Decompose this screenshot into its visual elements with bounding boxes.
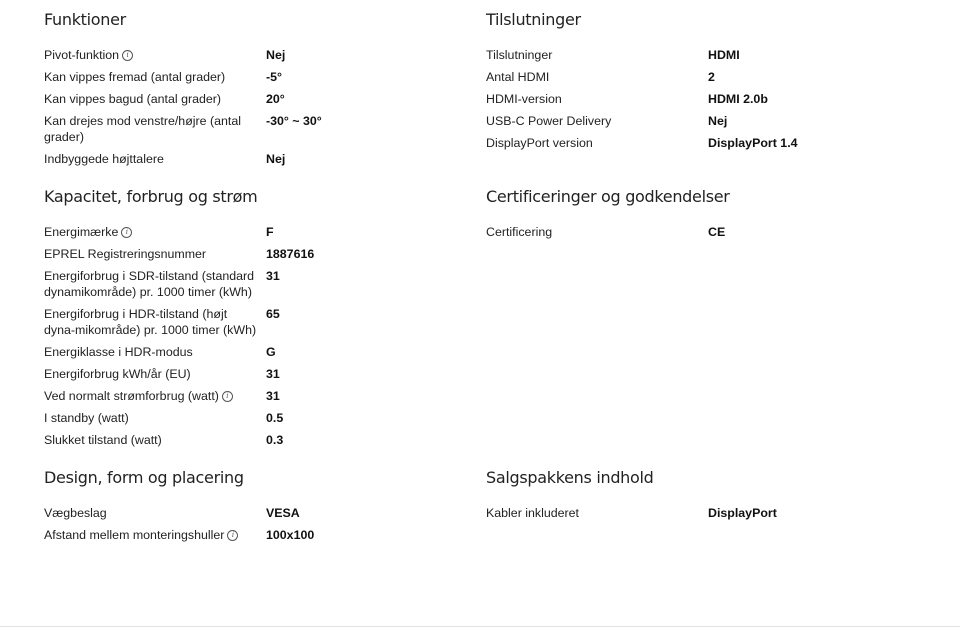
spec-list xyxy=(44,502,444,546)
spec-list xyxy=(44,221,444,451)
section-title: Salgspakkens indhold xyxy=(486,468,654,487)
spec-label xyxy=(44,246,266,262)
spec-label xyxy=(486,69,708,85)
spec-label xyxy=(486,135,708,151)
spec-value: CE xyxy=(708,225,726,239)
spec-list xyxy=(486,221,886,243)
spec-value: 1887616 xyxy=(266,247,315,261)
spec-label xyxy=(44,344,266,360)
spec-row xyxy=(44,524,444,546)
spec-label-text: Kan drejes mod venstre/højre (antal grader) xyxy=(44,114,241,144)
spec-value: 31 xyxy=(266,389,280,403)
spec-value: 31 xyxy=(266,269,280,283)
spec-label xyxy=(44,366,266,382)
spec-row xyxy=(44,341,444,363)
spec-label xyxy=(44,151,266,167)
spec-row xyxy=(44,110,444,148)
spec-label-text: I standby (watt) xyxy=(44,411,129,425)
spec-row xyxy=(486,110,886,132)
spec-label xyxy=(44,69,266,85)
info-icon[interactable]: i xyxy=(122,50,133,61)
spec-value: G xyxy=(266,345,276,359)
spec-value: Nej xyxy=(708,114,728,128)
spec-value: Nej xyxy=(266,152,286,166)
spec-value: 2 xyxy=(708,70,715,84)
spec-label-text: Certificering xyxy=(486,225,553,239)
spec-label-text: Afstand mellem monteringshuller xyxy=(44,528,225,542)
spec-label-text: Indbyggede højttalere xyxy=(44,152,164,166)
spec-row xyxy=(44,44,444,66)
spec-label-text: Energiforbrug kWh/år (EU) xyxy=(44,367,191,381)
spec-value: F xyxy=(266,225,274,239)
spec-row xyxy=(44,221,444,243)
section-title: Kapacitet, forbrug og strøm xyxy=(44,187,258,206)
spec-label-text: HDMI-version xyxy=(486,92,562,106)
spec-value: Nej xyxy=(266,48,286,62)
spec-row xyxy=(44,148,444,170)
section-funktioner xyxy=(44,8,444,170)
spec-label xyxy=(44,224,266,240)
spec-value: DisplayPort xyxy=(708,506,777,520)
spec-label xyxy=(44,306,266,338)
section-kapacitet xyxy=(44,185,444,451)
spec-label xyxy=(486,505,708,521)
spec-label-text: Vægbeslag xyxy=(44,506,107,520)
spec-list xyxy=(44,44,444,170)
spec-row xyxy=(44,265,444,303)
spec-value: 31 xyxy=(266,367,280,381)
spec-row xyxy=(44,303,444,341)
spec-label-text: DisplayPort version xyxy=(486,136,593,150)
spec-value: 0.3 xyxy=(266,433,284,447)
section-title: Design, form og placering xyxy=(44,468,244,487)
spec-label xyxy=(44,432,266,448)
spec-row xyxy=(44,502,444,524)
spec-value: 0.5 xyxy=(266,411,284,425)
spec-label-text: EPREL Registreringsnummer xyxy=(44,247,207,261)
spec-label-text: Energiklasse i HDR-modus xyxy=(44,345,193,359)
spec-label-text: Energimærke xyxy=(44,225,119,239)
spec-label xyxy=(44,113,266,145)
spec-value: -30° ~ 30° xyxy=(266,114,322,128)
spec-value: VESA xyxy=(266,506,300,520)
spec-row xyxy=(44,243,444,265)
spec-row xyxy=(44,363,444,385)
spec-list xyxy=(486,502,886,524)
spec-value: 20° xyxy=(266,92,285,106)
spec-value: HDMI 2.0b xyxy=(708,92,768,106)
spec-row xyxy=(486,502,886,524)
spec-label xyxy=(44,410,266,426)
spec-label xyxy=(44,91,266,107)
section-title: Tilslutninger xyxy=(486,10,581,29)
spec-row xyxy=(486,132,886,154)
spec-row xyxy=(44,429,444,451)
spec-value: 100x100 xyxy=(266,528,315,542)
spec-label-text: Kan vippes bagud (antal grader) xyxy=(44,92,222,106)
spec-row xyxy=(486,221,886,243)
info-icon[interactable]: i xyxy=(121,227,132,238)
spec-label-text: Energiforbrug i SDR-tilstand (standard dynamikområde) pr. 1000 timer (kWh) xyxy=(44,269,255,299)
bottom-divider xyxy=(0,626,960,627)
spec-label xyxy=(44,47,266,63)
spec-label xyxy=(486,113,708,129)
spec-row xyxy=(486,66,886,88)
spec-label-text: USB-C Power Delivery xyxy=(486,114,612,128)
spec-label xyxy=(486,224,708,240)
spec-row xyxy=(44,88,444,110)
spec-value: HDMI xyxy=(708,48,740,62)
info-icon[interactable]: i xyxy=(227,530,238,541)
spec-value: 65 xyxy=(266,307,280,321)
spec-row xyxy=(44,407,444,429)
section-salgspakke xyxy=(486,466,886,524)
spec-label xyxy=(44,268,266,300)
info-icon[interactable]: i xyxy=(222,391,233,402)
spec-label xyxy=(44,527,266,543)
spec-label xyxy=(44,505,266,521)
section-title: Certificeringer og godkendelser xyxy=(486,187,730,206)
spec-label-text: Slukket tilstand (watt) xyxy=(44,433,162,447)
spec-list xyxy=(486,44,886,154)
spec-label-text: Kabler inkluderet xyxy=(486,506,579,520)
spec-label-text: Kan vippes fremad (antal grader) xyxy=(44,70,226,84)
spec-label xyxy=(486,47,708,63)
section-title: Funktioner xyxy=(44,10,126,29)
spec-label xyxy=(486,91,708,107)
spec-row xyxy=(44,385,444,407)
spec-label-text: Tilslutninger xyxy=(486,48,553,62)
section-certificeringer xyxy=(486,185,886,243)
spec-label-text: Pivot-funktion xyxy=(44,48,120,62)
spec-value: DisplayPort 1.4 xyxy=(708,136,798,150)
spec-value: -5° xyxy=(266,70,282,84)
spec-label xyxy=(44,388,266,404)
section-design xyxy=(44,466,444,546)
spec-row xyxy=(486,88,886,110)
section-tilslutninger xyxy=(486,8,886,154)
spec-row xyxy=(486,44,886,66)
spec-row xyxy=(44,66,444,88)
spec-label-text: Energiforbrug i HDR-tilstand (højt dyna-mikområde) pr. 1000 timer (kWh) xyxy=(44,307,257,337)
spec-label-text: Antal HDMI xyxy=(486,70,550,84)
spec-label-text: Ved normalt strømforbrug (watt) xyxy=(44,389,219,403)
